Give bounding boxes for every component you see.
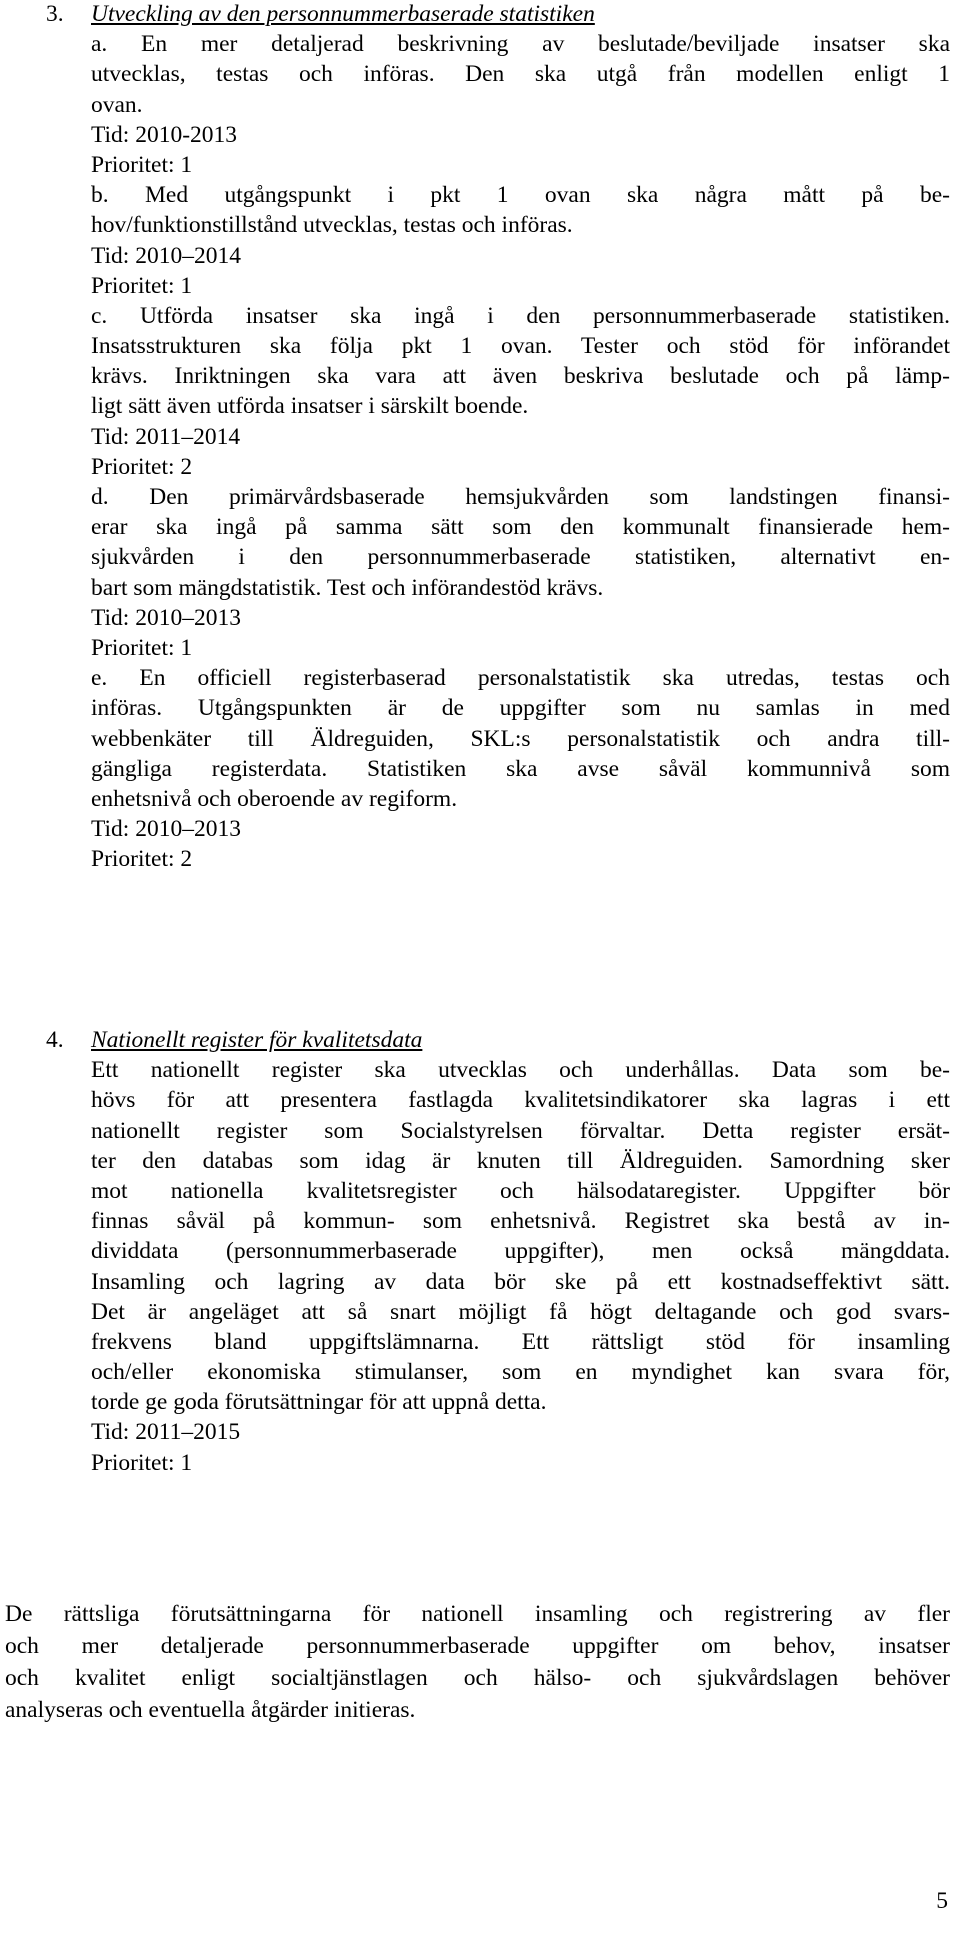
section-number: 4. [46, 1027, 64, 1053]
section-3 [46, 0, 950, 999]
text-line: erar ska ingå på samma sätt som den kommunalt finansierade hem- [91, 514, 950, 541]
text-line: Prioritet: 1 [91, 1449, 193, 1476]
page-number: 5 [936, 1888, 948, 1914]
text-line: frekvens bland uppgiftslämnarna. Ett rättsligt stöd för insamling [91, 1328, 950, 1355]
text-line: Tid: 2010–2014 [91, 242, 241, 269]
text-line: analyseras och eventuella åtgärder initieras. [5, 1697, 416, 1723]
text-line: bart som mängdstatistik. Test och införandestöd krävs. [91, 574, 604, 601]
text-line: Prioritet: 1 [91, 634, 193, 661]
text-line: e. En officiell registerbaserad personalstatistik ska utredas, testas och [91, 665, 950, 692]
text-line: De rättsliga förutsättningarna för nationell insamling och registrering av fler [5, 1601, 950, 1627]
text-line: Tid: 2010-2013 [91, 121, 238, 148]
text-line: Insamling och lagring av data bör ske på ett kostnadseffektivt sätt. [91, 1268, 950, 1295]
text-line: Tid: 2011–2014 [91, 423, 241, 450]
text-line: Insatsstrukturen ska följa pkt 1 ovan. Tester och stöd för införandet [91, 333, 950, 360]
text-line: d. Den primärvårdsbaserade hemsjukvården som landstingen finansi- [91, 484, 950, 510]
text-line: c. Utförda insatser ska ingå i den personnummerbaserade statistiken. [91, 302, 950, 329]
text-line: Tid: 2010–2013 [91, 604, 241, 631]
text-line: ter den databas som idag är knuten till Äldreguiden. Samordning sker [91, 1147, 950, 1174]
text-line: krävs. Inriktningen ska vara att även beskriva beslutade och på lämp- [91, 363, 950, 390]
closing-paragraph [5, 1598, 950, 1726]
text-line: a. En mer detaljerad beskrivning av beslutade/beviljade insatser ska [91, 31, 950, 58]
text-line: ovan. [91, 91, 143, 118]
text-line: Prioritet: 2 [91, 453, 193, 480]
text-line: införas. Utgångspunkten är de uppgifter som nu samlas in med [91, 695, 950, 722]
text-line: och mer detaljerade personnummerbaserade uppgifter om behov, insatser [5, 1633, 950, 1659]
text-line: webbenkäter till Äldreguiden, SKL:s personalstatistik och andra till- [91, 725, 950, 752]
text-line: Tid: 2010–2013 [91, 816, 241, 843]
text-line: och kvalitet enligt socialtjänstlagen och hälso- och sjukvårdslagen behöver [5, 1665, 950, 1691]
text-line: sjukvården i den personnummerbaserade statistiken, alternativt en- [91, 544, 950, 571]
text-line: finnas såväl på kommun- som enhetsnivå. Registret ska bestå av in- [91, 1208, 950, 1235]
text-line: nationellt register som Socialstyrelsen förvaltar. Detta register ersät- [91, 1117, 950, 1144]
text-line: Det är angeläget att så snart möjligt få högt deltagande och god svars- [91, 1298, 950, 1325]
section-title: Nationellt register för kvalitetsdata [91, 1027, 423, 1053]
text-line: och/eller ekonomiska stimulanser, som en myndighet kan svara för, [91, 1359, 950, 1386]
section-body [91, 1055, 950, 1478]
text-line: hov/funktionstillstånd utvecklas, testas och införas. [91, 212, 573, 239]
text-line: hövs för att presentera fastlagda kvalitetsindikatorer ska lagras i ett [91, 1087, 950, 1114]
section-4 [46, 1025, 950, 1545]
section-body [91, 29, 950, 874]
text-line: mot nationella kvalitetsregister och hälsodataregister. Uppgifter bör [91, 1177, 950, 1204]
text-line: torde ge goda förutsättningar för att uppnå detta. [91, 1389, 547, 1416]
text-line: gängliga registerdata. Statistiken ska avse såväl kommunnivå som [91, 755, 950, 782]
text-line: Prioritet: 1 [91, 272, 193, 299]
text-line: b. Med utgångspunkt i pkt 1 ovan ska några mått på be- [91, 182, 950, 209]
text-line: ligt sätt även utförda insatser i särskilt boende. [91, 393, 529, 420]
text-line: dividdata (personnummerbaserade uppgifter), men också mängddata. [91, 1238, 950, 1265]
text-line: Prioritet: 2 [91, 846, 193, 873]
section-number: 3. [46, 1, 64, 27]
text-line: Prioritet: 1 [91, 151, 193, 178]
section-title: Utveckling av den personnummerbaserade statistiken [91, 1, 595, 27]
text-line: Ett nationellt register ska utvecklas och underhållas. Data som be- [91, 1057, 950, 1084]
text-line: utvecklas, testas och införas. Den ska utgå från modellen enligt 1 [91, 61, 950, 88]
text-line: Tid: 2011–2015 [91, 1419, 241, 1446]
text-line: enhetsnivå och oberoende av regiform. [91, 785, 458, 812]
